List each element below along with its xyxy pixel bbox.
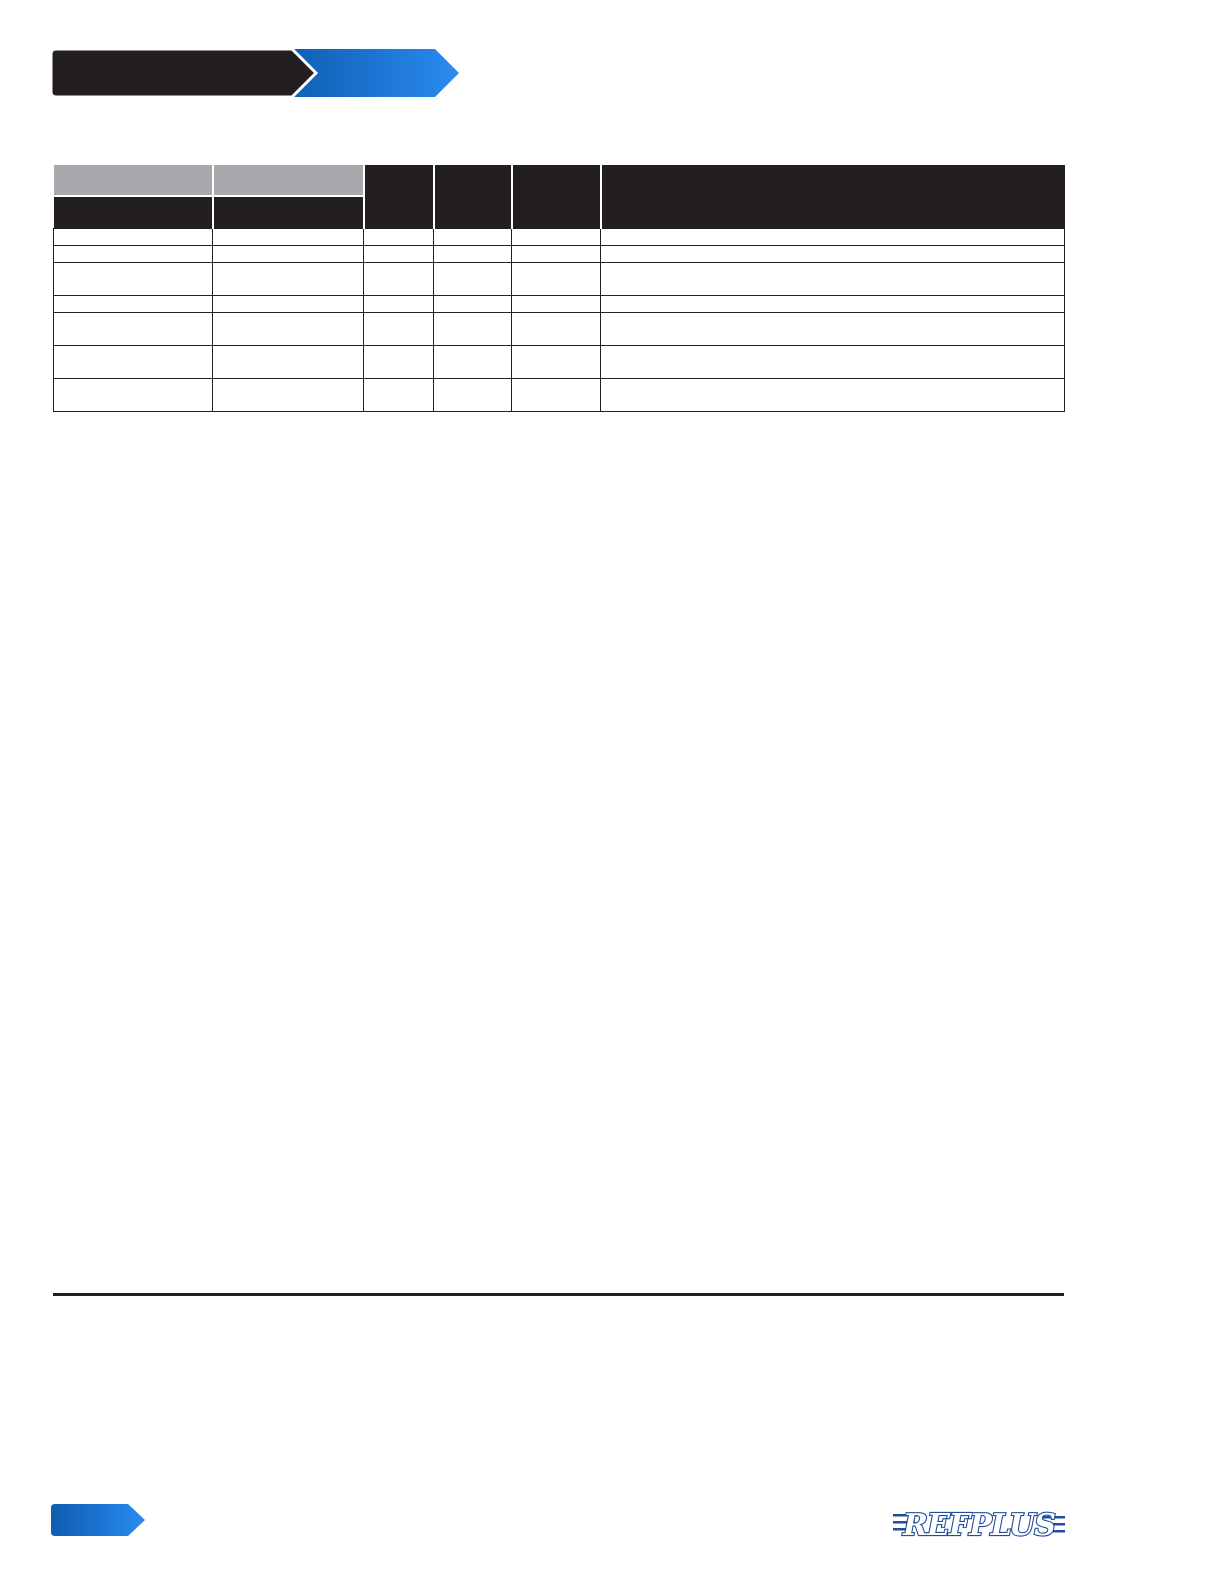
description-cell [601, 263, 1065, 296]
max-cell [434, 379, 512, 412]
default-cell [512, 379, 601, 412]
min-cell [364, 229, 434, 246]
table-row [54, 313, 1065, 346]
table-row [54, 296, 1065, 313]
description-cell [601, 296, 1065, 313]
max-cell [434, 346, 512, 379]
table-row [54, 346, 1065, 379]
footer-tab-graphic [50, 1503, 146, 1537]
max-cell [434, 296, 512, 313]
header-max [434, 165, 512, 229]
abbreviation-cell [54, 246, 213, 263]
scrolling-text-cell [213, 229, 364, 246]
max-cell [434, 263, 512, 296]
scrolling-text-cell [213, 263, 364, 296]
table-row [54, 263, 1065, 296]
description-cell [601, 246, 1065, 263]
min-cell [364, 313, 434, 346]
logo-wordmark: REFPLUS [903, 1508, 1055, 1542]
default-cell [512, 346, 601, 379]
header-combo-display [213, 165, 364, 196]
min-cell [364, 346, 434, 379]
description-cell [601, 313, 1065, 346]
table-bottom-rule [53, 1293, 1064, 1296]
default-cell [512, 246, 601, 263]
table-row [54, 379, 1065, 412]
refplus-logo [893, 1502, 1065, 1542]
header-min [364, 165, 434, 229]
abbreviation-cell [54, 229, 213, 246]
min-cell [364, 263, 434, 296]
header-default [512, 165, 601, 229]
scrolling-text-cell [213, 246, 364, 263]
header-scrolling-text [213, 196, 364, 229]
default-cell [512, 263, 601, 296]
table-body [54, 229, 1065, 412]
table-row [54, 229, 1065, 246]
table-row [54, 246, 1065, 263]
default-cell [512, 229, 601, 246]
header-abbreviation [54, 196, 213, 229]
abbreviation-cell [54, 296, 213, 313]
scrolling-text-cell [213, 379, 364, 412]
header-basic-display [54, 165, 213, 196]
abbreviation-cell [54, 263, 213, 296]
description-cell [601, 346, 1065, 379]
default-cell [512, 313, 601, 346]
min-cell [364, 379, 434, 412]
max-cell [434, 229, 512, 246]
advanced-setpoints-table [53, 165, 1065, 412]
abbreviation-cell [54, 313, 213, 346]
min-cell [364, 296, 434, 313]
header-description [601, 165, 1065, 229]
header-tab-graphic [50, 48, 460, 98]
scrolling-text-cell [213, 313, 364, 346]
min-cell [364, 246, 434, 263]
scrolling-text-cell [213, 296, 364, 313]
description-cell [601, 379, 1065, 412]
scrolling-text-cell [213, 346, 364, 379]
header-tab-dark [51, 49, 316, 97]
abbreviation-cell [54, 379, 213, 412]
max-cell [434, 246, 512, 263]
abbreviation-cell [54, 346, 213, 379]
default-cell [512, 296, 601, 313]
description-cell [601, 229, 1065, 246]
max-cell [434, 313, 512, 346]
